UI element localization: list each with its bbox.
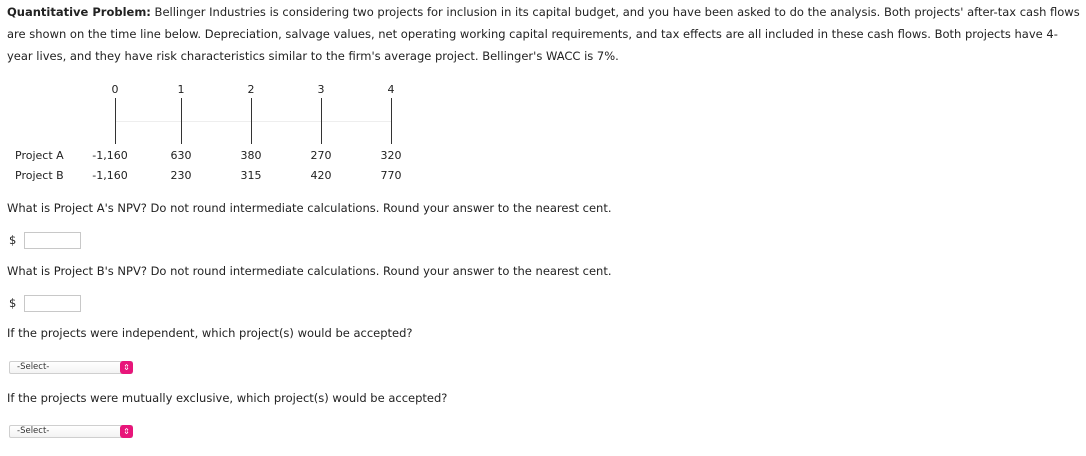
project-a-flow-1: 630 xyxy=(170,149,192,162)
project-a-label: Project A xyxy=(15,149,64,162)
problem-statement xyxy=(7,1,1081,67)
currency-symbol-b: $ xyxy=(9,296,17,310)
problem-label: Quantitative Problem: xyxy=(7,5,151,19)
mutually-exclusive-select-value: -Select- xyxy=(17,426,50,436)
independent-select-value: -Select- xyxy=(17,362,50,372)
select-arrows-icon: ⇕ xyxy=(120,425,133,438)
npv-a-input[interactable] xyxy=(24,232,81,249)
npv-b-input[interactable] xyxy=(24,295,81,312)
project-b-flow-3: 420 xyxy=(310,169,332,182)
tick-2 xyxy=(251,98,252,144)
period-4: 4 xyxy=(387,83,395,96)
project-a-flow-2: 380 xyxy=(240,149,262,162)
select-arrows-icon: ⇕ xyxy=(120,361,133,374)
tick-1 xyxy=(181,98,182,144)
tick-0 xyxy=(115,98,116,144)
project-b-label: Project B xyxy=(15,169,64,182)
period-3: 3 xyxy=(317,83,325,96)
question-npv-b: What is Project B's NPV? Do not round intermediate calculations. Round your answer to the nearest cent. xyxy=(7,264,612,278)
project-b-flow-4: 770 xyxy=(380,169,402,182)
project-b-flow-2: 315 xyxy=(240,169,262,182)
mutually-exclusive-select[interactable] xyxy=(9,425,133,438)
project-b-flow-0: -1,160 xyxy=(92,169,128,182)
question-independent: If the projects were independent, which project(s) would be accepted? xyxy=(7,326,413,340)
period-1: 1 xyxy=(177,83,185,96)
period-2: 2 xyxy=(247,83,255,96)
project-b-flow-1: 230 xyxy=(170,169,192,182)
question-npv-a: What is Project A's NPV? Do not round intermediate calculations. Round your answer to the nearest cent. xyxy=(7,201,612,215)
tick-4 xyxy=(391,98,392,144)
period-0: 0 xyxy=(111,83,119,96)
timeline-baseline xyxy=(115,121,392,122)
question-mutually-exclusive: If the projects were mutually exclusive, which project(s) would be accepted? xyxy=(7,391,448,405)
project-a-flow-4: 320 xyxy=(380,149,402,162)
currency-symbol-a: $ xyxy=(9,233,17,247)
project-a-flow-0: -1,160 xyxy=(92,149,128,162)
project-a-flow-3: 270 xyxy=(310,149,332,162)
independent-select[interactable] xyxy=(9,361,133,374)
problem-text: Bellinger Industries is considering two projects for inclusion in its capital budget, and you have been asked to do the analysis. Both projects' after-tax cash flows are shown on the time line below. Depreciation, salvage values, net operating working capital requirements, and tax effects are all included in these cash flows. Both projects have 4-year lives, and they have risk characteristics similar to the firm's average project. Bellinger's WACC is 7%. xyxy=(7,5,1080,63)
tick-3 xyxy=(321,98,322,144)
